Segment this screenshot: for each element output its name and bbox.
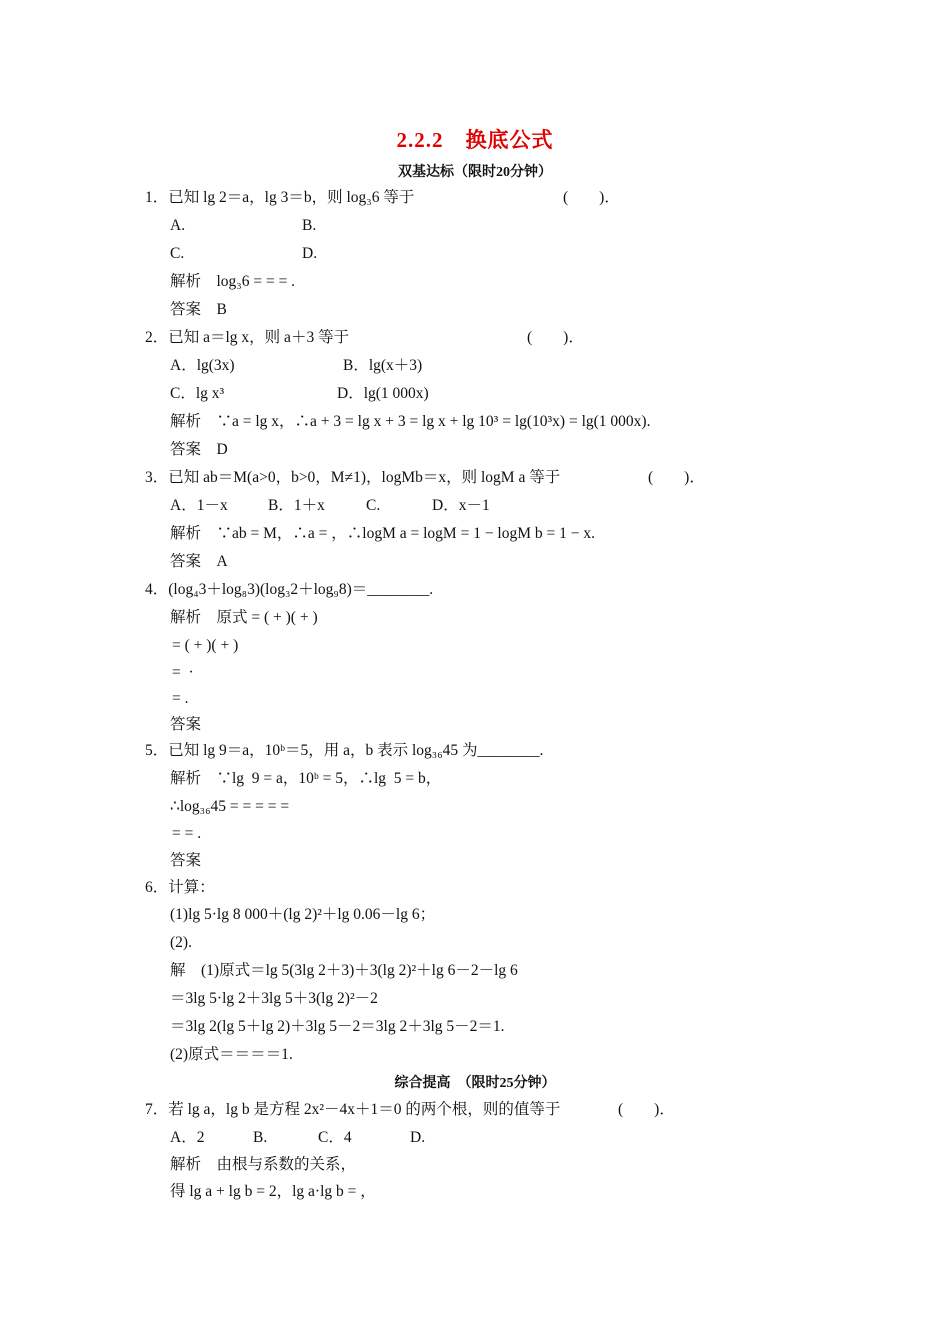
q2-option-d: D．lg(1 000x) bbox=[337, 385, 429, 402]
q6-solution-line-2: ＝3lg 5·lg 2＋3lg 5＋3(lg 2)²－2 bbox=[170, 990, 378, 1007]
q1-option-d: D. bbox=[302, 245, 318, 262]
q7-step-1: 得 lg a + lg b = 2，lg a·lg b = ， bbox=[170, 1183, 376, 1200]
q6-part-1: (1)lg 5·lg 8 000＋(lg 2)²＋lg 0.06－lg 6； bbox=[170, 906, 436, 923]
q4-step-1: = ( + )( + ) bbox=[172, 637, 239, 654]
q1-option-c: C. bbox=[170, 245, 185, 262]
q1-analysis: 解析 log₃6 = = = . bbox=[170, 273, 296, 290]
q4-analysis: 解析 原式 = ( + )( + ) bbox=[170, 609, 318, 626]
q3-answer: 答案 A bbox=[170, 553, 228, 570]
q4-stem: 4．(log₄3＋log₈3)(log₃2＋log₉8)＝________. bbox=[145, 581, 434, 598]
q4-step-2: = · bbox=[172, 664, 194, 681]
q1-answer: 答案 B bbox=[170, 301, 227, 318]
q7-option-b: B. bbox=[253, 1129, 268, 1146]
section-heading-advanced: 综合提高 （限时25分钟） bbox=[394, 1076, 556, 1091]
q3-option-c: C. bbox=[366, 497, 381, 514]
q5-stem: 5．已知 lg 9＝a，10ᵇ＝5，用 a，b 表示 log₃₆45 为________. bbox=[145, 742, 544, 759]
q6-solution-line-4: (2)原式＝＝＝＝1. bbox=[170, 1046, 293, 1063]
q5-analysis: 解析 ∵lg 9 = a，10ᵇ = 5，∴lg 5 = b， bbox=[170, 770, 442, 787]
q5-step-2: = = . bbox=[172, 825, 202, 842]
q4-answer: 答案 bbox=[170, 716, 202, 733]
q2-answer: 答案 D bbox=[170, 441, 228, 458]
q1-option-a: A. bbox=[170, 217, 186, 234]
q6-part-2: (2). bbox=[170, 934, 192, 951]
q7-option-c: C．4 bbox=[318, 1129, 352, 1146]
q2-stem: 2．已知 a＝lg x，则 a＋3 等于 bbox=[145, 329, 350, 346]
q7-answer-paren: ( )． bbox=[618, 1101, 675, 1118]
q5-answer: 答案 bbox=[170, 852, 202, 869]
q1-stem: 1．已知 lg 2＝a，lg 3＝b，则 log₃6 等于 bbox=[145, 189, 415, 206]
q3-stem: 3．已知 ab＝M(a>0，b>0，M≠1)，logMb＝x，则 logM a 等于 bbox=[145, 469, 561, 486]
q3-option-d: D．x－1 bbox=[432, 497, 490, 514]
q4-step-3: = . bbox=[172, 690, 189, 707]
q6-solution-line-3: ＝3lg 2(lg 5＋lg 2)＋3lg 5－2＝3lg 2＋3lg 5－2＝1. bbox=[170, 1018, 505, 1035]
q3-option-b: B．1＋x bbox=[268, 497, 325, 514]
q5-step-1: ∴log₃₆45 = = = = = bbox=[170, 798, 290, 815]
q2-analysis: 解析 ∵a = lg x，∴a + 3 = lg x + 3 = lg x + lg 10³ = lg(10³x) = lg(1 000x). bbox=[170, 413, 651, 430]
q1-option-b: B. bbox=[302, 217, 317, 234]
q3-analysis: 解析 ∵ab = M，∴a = ，∴logM a = logM = 1 − logM b = 1 − x. bbox=[170, 525, 596, 542]
q2-option-a: A．lg(3x) bbox=[170, 357, 235, 374]
page-title: 2.2.2 换底公式 bbox=[396, 128, 554, 152]
q7-option-a: A．2 bbox=[170, 1129, 205, 1146]
section-heading-basic: 双基达标（限时20分钟） bbox=[398, 165, 552, 180]
q6-stem: 6．计算： bbox=[145, 879, 215, 896]
q7-analysis: 解析 由根与系数的关系， bbox=[170, 1156, 357, 1173]
q3-option-a: A．1－x bbox=[170, 497, 228, 514]
q6-solution-line-1: 解 (1)原式＝lg 5(3lg 2＋3)＋3(lg 2)²＋lg 6－2－lg 6 bbox=[170, 962, 518, 979]
q7-stem: 7．若 lg a，lg b 是方程 2x²－4x＋1＝0 的两个根，则的值等于 bbox=[145, 1101, 561, 1118]
q3-answer-paren: ( )． bbox=[648, 469, 705, 486]
q2-option-b: B．lg(x＋3) bbox=[343, 357, 423, 374]
q7-option-d: D. bbox=[410, 1129, 426, 1146]
q1-answer-paren: ( )． bbox=[563, 189, 620, 206]
q2-option-c: C．lg x³ bbox=[170, 385, 225, 402]
q2-answer-paren: ( )． bbox=[527, 329, 584, 346]
